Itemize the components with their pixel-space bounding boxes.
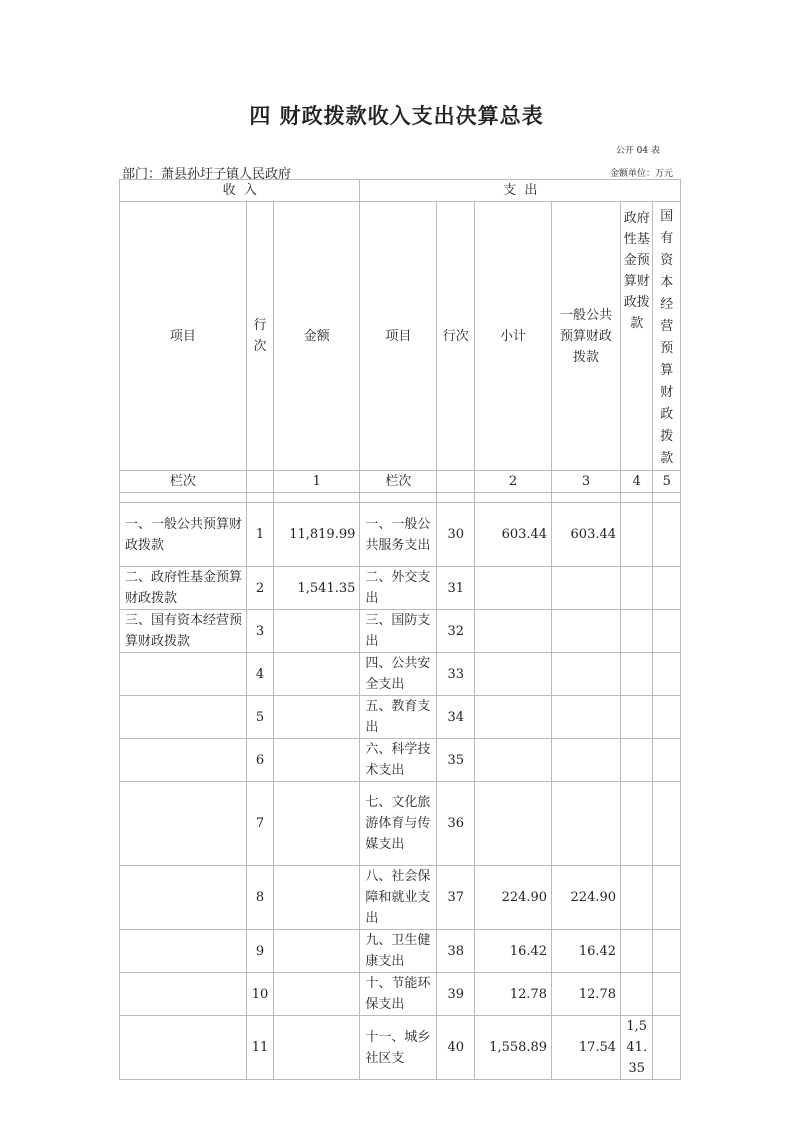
column-number-row (120, 471, 681, 493)
header-fund-budget: 政府性基金预算财政拨款 (621, 202, 653, 471)
expense-item-cell: 七、文化旅游体育与传媒支出 (360, 782, 437, 866)
expense-item-cell: 八、社会保障和就业支出 (360, 866, 437, 930)
general-budget-cell (552, 653, 621, 696)
expense-line-cell: 36 (437, 782, 475, 866)
income-item-cell (120, 973, 247, 1016)
income-amount-cell (274, 653, 360, 696)
income-amount-cell (274, 973, 360, 1016)
subtotal-cell (474, 739, 551, 782)
general-budget-cell: 12.78 (552, 973, 621, 1016)
income-item-cell (120, 930, 247, 973)
expense-item-cell: 四、公共安全支出 (360, 653, 437, 696)
state-capital-cell (653, 739, 681, 782)
expense-line-cell: 37 (437, 866, 475, 930)
income-item-cell (120, 1016, 247, 1080)
expense-line-cell: 35 (437, 739, 475, 782)
expense-item-cell: 一、一般公共服务支出 (360, 503, 437, 567)
fund-budget-cell (621, 653, 653, 696)
income-amount-cell (274, 782, 360, 866)
income-line-cell: 6 (246, 739, 273, 782)
expense-line-cell: 30 (437, 503, 475, 567)
income-item-cell: 二、政府性基金预算财政拨款 (120, 567, 247, 610)
income-amount-cell (274, 930, 360, 973)
sheet-number: 公开 04 表 (615, 146, 660, 156)
state-capital-cell (653, 1016, 681, 1080)
expense-section-header: 支 出 (360, 180, 681, 202)
expense-item-cell: 五、教育支出 (360, 696, 437, 739)
col-label-expense: 栏次 (360, 471, 437, 493)
expense-line-cell: 33 (437, 653, 475, 696)
col-label-income: 栏次 (120, 471, 247, 493)
income-section-header: 收 入 (120, 180, 360, 202)
fund-budget-cell (621, 610, 653, 653)
subtotal-cell (474, 653, 551, 696)
general-budget-cell (552, 610, 621, 653)
income-line-cell: 2 (246, 567, 273, 610)
subtotal-cell (474, 567, 551, 610)
fund-budget-cell (621, 782, 653, 866)
table-row (120, 610, 681, 653)
general-budget-cell (552, 739, 621, 782)
income-amount-cell (274, 610, 360, 653)
expense-line-cell: 34 (437, 696, 475, 739)
fund-budget-cell (621, 567, 653, 610)
income-line-cell: 7 (246, 782, 273, 866)
table-body (120, 503, 681, 1080)
income-line-cell: 10 (246, 973, 273, 1016)
state-capital-cell (653, 567, 681, 610)
state-capital-cell (653, 782, 681, 866)
subtotal-cell: 1,558.89 (474, 1016, 551, 1080)
section-header-row (120, 180, 681, 202)
col-number-1: 1 (274, 471, 360, 493)
subtotal-cell: 16.42 (474, 930, 551, 973)
income-amount-cell: 11,819.99 (274, 503, 360, 567)
income-item-cell (120, 866, 247, 930)
spacer-row (120, 493, 681, 503)
income-line-cell: 1 (246, 503, 273, 567)
subtotal-cell: 224.90 (474, 866, 551, 930)
header-subtotal: 小计 (474, 202, 551, 471)
income-amount-cell (274, 696, 360, 739)
income-item-cell (120, 739, 247, 782)
table-row (120, 1016, 681, 1080)
expense-item-cell: 三、国防支出 (360, 610, 437, 653)
table-row (120, 866, 681, 930)
header-state-capital: 国有资本经营预算财政拨款 (653, 202, 681, 471)
col-number-2: 2 (474, 471, 551, 493)
income-amount-cell (274, 1016, 360, 1080)
state-capital-cell (653, 610, 681, 653)
expense-item-cell: 十一、城乡社区支 (360, 1016, 437, 1080)
state-capital-cell (653, 503, 681, 567)
table-row (120, 973, 681, 1016)
department-label: 部门：萧县孙圩子镇人民政府 (122, 167, 292, 182)
table-row (120, 696, 681, 739)
header-income-line: 行次 (246, 202, 273, 471)
subtotal-cell: 12.78 (474, 973, 551, 1016)
expense-line-cell: 32 (437, 610, 475, 653)
table-row (120, 567, 681, 610)
state-capital-cell (653, 930, 681, 973)
budget-table (119, 179, 681, 1080)
income-item-cell (120, 653, 247, 696)
income-line-cell: 9 (246, 930, 273, 973)
fund-budget-cell (621, 739, 653, 782)
expense-line-cell: 31 (437, 567, 475, 610)
expense-item-cell: 十、节能环保支出 (360, 973, 437, 1016)
col-number-5: 5 (653, 471, 681, 493)
subtotal-cell (474, 610, 551, 653)
income-line-cell: 3 (246, 610, 273, 653)
expense-line-cell: 40 (437, 1016, 475, 1080)
state-capital-cell (653, 973, 681, 1016)
subtotal-cell (474, 782, 551, 866)
fund-budget-cell (621, 696, 653, 739)
general-budget-cell: 17.54 (552, 1016, 621, 1080)
col-number-3: 3 (552, 471, 621, 493)
table-row (120, 782, 681, 866)
general-budget-cell (552, 782, 621, 866)
fund-budget-cell (621, 930, 653, 973)
income-amount-cell (274, 739, 360, 782)
subtotal-cell (474, 696, 551, 739)
state-capital-cell (653, 696, 681, 739)
expense-item-cell: 六、科学技术支出 (360, 739, 437, 782)
general-budget-cell: 224.90 (552, 866, 621, 930)
fund-budget-cell (621, 503, 653, 567)
income-line-cell: 4 (246, 653, 273, 696)
state-capital-cell (653, 866, 681, 930)
fund-budget-cell: 1,541.35 (621, 1016, 653, 1080)
expense-item-cell: 九、卫生健康支出 (360, 930, 437, 973)
income-line-cell: 8 (246, 866, 273, 930)
header-general-budget: 一般公共预算财政拨款 (552, 202, 621, 471)
header-income-item: 项目 (120, 202, 247, 471)
state-capital-cell (653, 653, 681, 696)
table-row (120, 739, 681, 782)
header-income-amount: 金额 (274, 202, 360, 471)
table-row (120, 503, 681, 567)
table-row (120, 930, 681, 973)
income-item-cell (120, 782, 247, 866)
income-amount-cell (274, 866, 360, 930)
page-title: 四 财政拨款收入支出决算总表 (249, 104, 544, 128)
income-item-cell: 一、一般公共预算财政拨款 (120, 503, 247, 567)
expense-item-cell: 二、外交支出 (360, 567, 437, 610)
header-expense-item: 项目 (360, 202, 437, 471)
income-line-cell: 11 (246, 1016, 273, 1080)
income-item-cell: 三、国有资本经营预算财政拨款 (120, 610, 247, 653)
general-budget-cell: 16.42 (552, 930, 621, 973)
general-budget-cell: 603.44 (552, 503, 621, 567)
fund-budget-cell (621, 866, 653, 930)
col-number-4: 4 (621, 471, 653, 493)
income-line-cell: 5 (246, 696, 273, 739)
income-amount-cell: 1,541.35 (274, 567, 360, 610)
general-budget-cell (552, 567, 621, 610)
subtotal-cell: 603.44 (474, 503, 551, 567)
header-expense-line: 行次 (437, 202, 475, 471)
expense-line-cell: 38 (437, 930, 475, 973)
column-header-row (120, 202, 681, 471)
unit-label: 金额单位：万元 (609, 169, 673, 179)
general-budget-cell (552, 696, 621, 739)
expense-line-cell: 39 (437, 973, 475, 1016)
income-item-cell (120, 696, 247, 739)
table-row (120, 653, 681, 696)
fund-budget-cell (621, 973, 653, 1016)
